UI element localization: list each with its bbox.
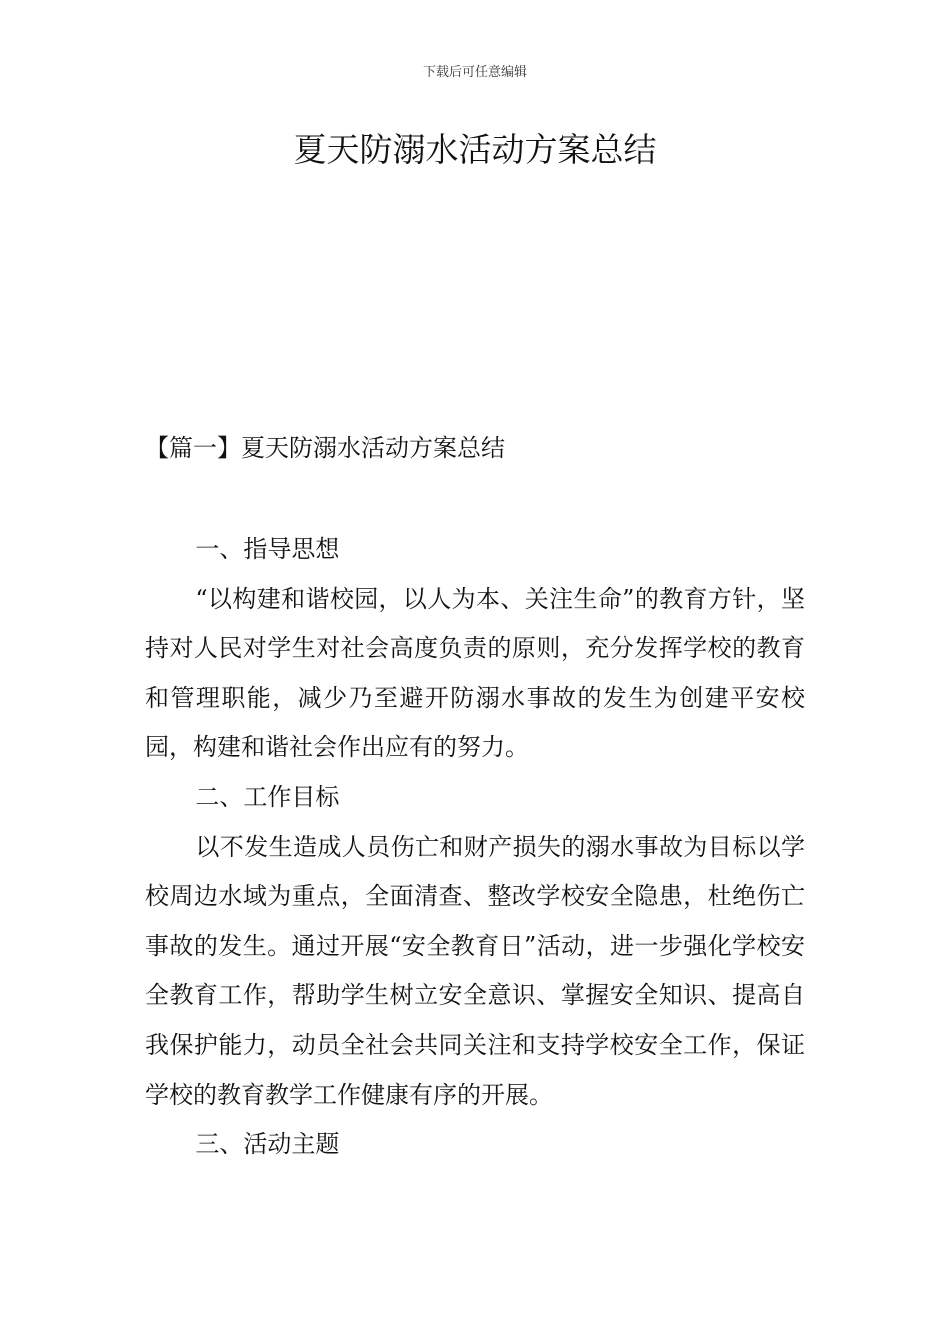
header-note: 下载后可任意编辑 — [422, 65, 527, 80]
paragraph-work-goals: 以不发生造成人员伤亡和财产损失的溺水事故为目标以学校周边水域为重点，全面清查、整改学校安全隐患，杜绝伤亡事故的发生。通过开展“安全教育日”活动，进一步强化学校安全教育工作，帮助学生树立安全意识、掌握安全知识、提高自我保护能力，动员全社会共同关注和支持学校安全工作，保证学校的教育教学工作健康有序的开展。 — [145, 832, 805, 1109]
section-title: 【篇一】夏天防溺水活动方案总结 — [145, 434, 505, 462]
heading-activity-theme: 三、活动主题 — [195, 1130, 340, 1159]
heading-guiding-ideology: 一、指导思想 — [195, 535, 340, 563]
document-body — [145, 525, 805, 1170]
heading-work-goals: 二、工作目标 — [195, 782, 340, 811]
paragraph-guiding-ideology: “以构建和谐校园，以人为本、关注生命”的教育方针，坚持对人民对学生对社会高度负责的原则，充分发挥学校的教育和管理职能，减少乃至避开防溺水事故的发生为创建平安校园，构建和谐社会作出应有的努力。 — [145, 584, 805, 762]
document-title: 夏天防溺水活动方案总结 — [293, 130, 657, 169]
